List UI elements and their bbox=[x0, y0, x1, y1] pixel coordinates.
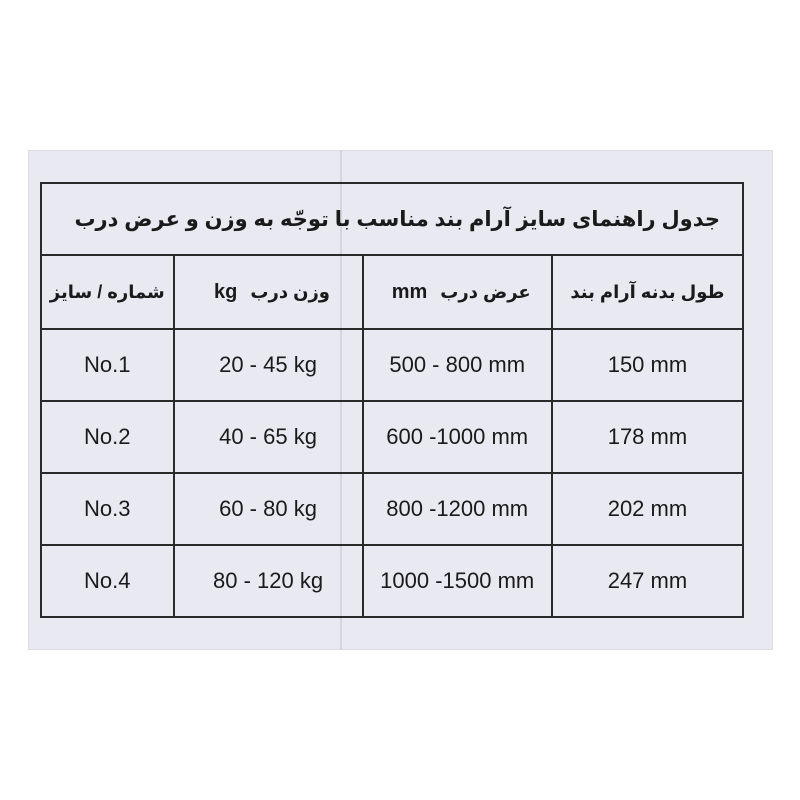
title-row bbox=[41, 183, 743, 255]
table-row bbox=[41, 473, 743, 545]
table-title: جدول راهنمای سایز آرام بند مناسب با توجّه به وزن و عرض درب bbox=[41, 183, 743, 255]
cell-width: 500 - 800 mm bbox=[363, 329, 552, 401]
header-width-label: عرض درب bbox=[440, 281, 531, 302]
cell-size: No.4 bbox=[41, 545, 174, 617]
cell-length: 150 mm bbox=[552, 329, 743, 401]
cell-width: 600 -1000 mm bbox=[363, 401, 552, 473]
cell-weight: 20 - 45 kg bbox=[174, 329, 363, 401]
header-weight-label: وزن درب bbox=[250, 281, 330, 302]
header-length: طول بدنه آرام بند bbox=[552, 255, 743, 329]
cell-width: 800 -1200 mm bbox=[363, 473, 552, 545]
header-width bbox=[363, 255, 552, 329]
cell-weight: 40 - 65 kg bbox=[174, 401, 363, 473]
cell-length: 247 mm bbox=[552, 545, 743, 617]
table-row bbox=[41, 329, 743, 401]
table-row bbox=[41, 545, 743, 617]
cell-length: 202 mm bbox=[552, 473, 743, 545]
cell-length: 178 mm bbox=[552, 401, 743, 473]
cell-weight: 80 - 120 kg bbox=[174, 545, 363, 617]
header-size: شماره / سایز bbox=[41, 255, 174, 329]
table-row bbox=[41, 401, 743, 473]
cell-size: No.2 bbox=[41, 401, 174, 473]
cell-size: No.1 bbox=[41, 329, 174, 401]
header-weight-unit: kg bbox=[214, 280, 238, 303]
cell-width: 1000 -1500 mm bbox=[363, 545, 552, 617]
cell-size: No.3 bbox=[41, 473, 174, 545]
size-guide-table bbox=[40, 182, 744, 618]
header-weight bbox=[174, 255, 363, 329]
header-width-unit: mm bbox=[391, 280, 428, 303]
cell-weight: 60 - 80 kg bbox=[174, 473, 363, 545]
header-row bbox=[41, 255, 743, 329]
